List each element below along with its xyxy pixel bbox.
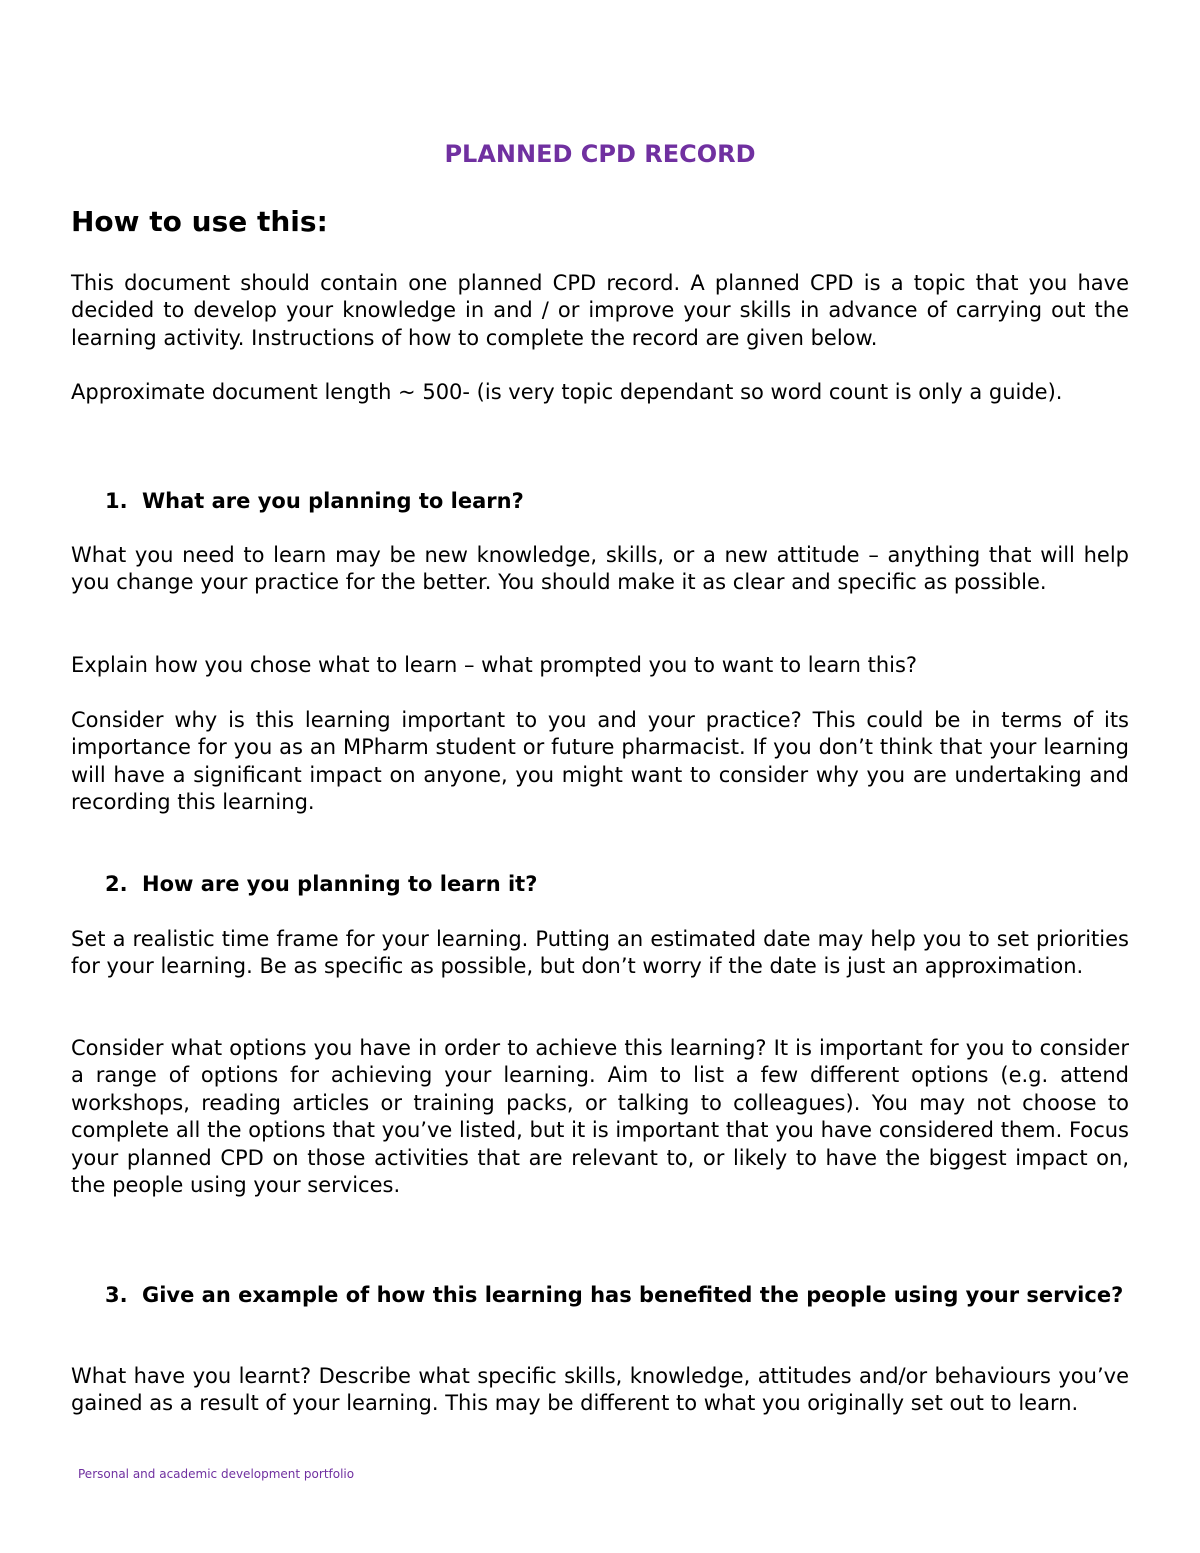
length-note-paragraph: Approximate document length ~ 500- (is very topic dependant so word count is only a guide). xyxy=(71,380,1063,404)
section-3-paragraph-1: What have you learnt? Describe what specific skills, knowledge, attitudes and/or behaviours you’ve gained as a result of your learning. This may be different to what you originally set out to learn. xyxy=(71,1364,1129,1416)
section-2-paragraph-1: Set a realistic time frame for your learning. Putting an estimated date may help you to set priorities for your learning. Be as specific as possible, but don’t worry if the date is just an approximation. xyxy=(71,927,1129,979)
section-1-paragraph-3: Consider why is this learning important to you and your practice? This could be in terms of its importance for you as an MPharm student or future pharmacist. If you don’t think that your learning will have a significant impact on anyone, you might want to consider why you are undertaking and recording this learning. xyxy=(71,708,1129,815)
question-3-number: 3. xyxy=(105,1283,128,1307)
question-1-number: 1. xyxy=(105,489,128,513)
section-2-paragraph-2: Consider what options you have in order to achieve this learning? It is important for you to consider a range of options for achieving your learning. Aim to list a few different options (e.g. attend workshops, reading articles or training packs, or talking to colleagues). You may not choose to complete all the options that you’ve listed, but it is important that you have considered them. Focus your planned CPD on those activities that are relevant to, or likely to have the biggest impact on, the people using your services. xyxy=(71,1036,1129,1198)
page-footer: Personal and academic development portfolio xyxy=(78,1467,355,1481)
question-2-number: 2. xyxy=(105,872,128,896)
section-1-paragraph-2: Explain how you chose what to learn – what prompted you to want to learn this? xyxy=(71,653,918,677)
page-title: PLANNED CPD RECORD xyxy=(444,140,756,168)
how-to-use-heading: How to use this: xyxy=(71,205,328,238)
intro-paragraph: This document should contain one planned CPD record. A planned CPD is a topic that you have decided to develop your knowledge in and / or improve your skills in advance of carrying out the learning activity. Instructions of how to complete the record are given below. xyxy=(71,271,1129,350)
question-3 xyxy=(105,1282,1129,1309)
question-1 xyxy=(105,488,1129,515)
question-3-text: Give an example of how this learning has benefited the people using your service? xyxy=(142,1283,1124,1307)
question-2 xyxy=(105,871,1129,898)
question-1-text: What are you planning to learn? xyxy=(142,489,524,513)
question-2-text: How are you planning to learn it? xyxy=(142,872,538,896)
section-1-paragraph-1: What you need to learn may be new knowledge, skills, or a new attitude – anything that will help you change your practice for the better. You should make it as clear and specific as possible. xyxy=(71,543,1129,595)
